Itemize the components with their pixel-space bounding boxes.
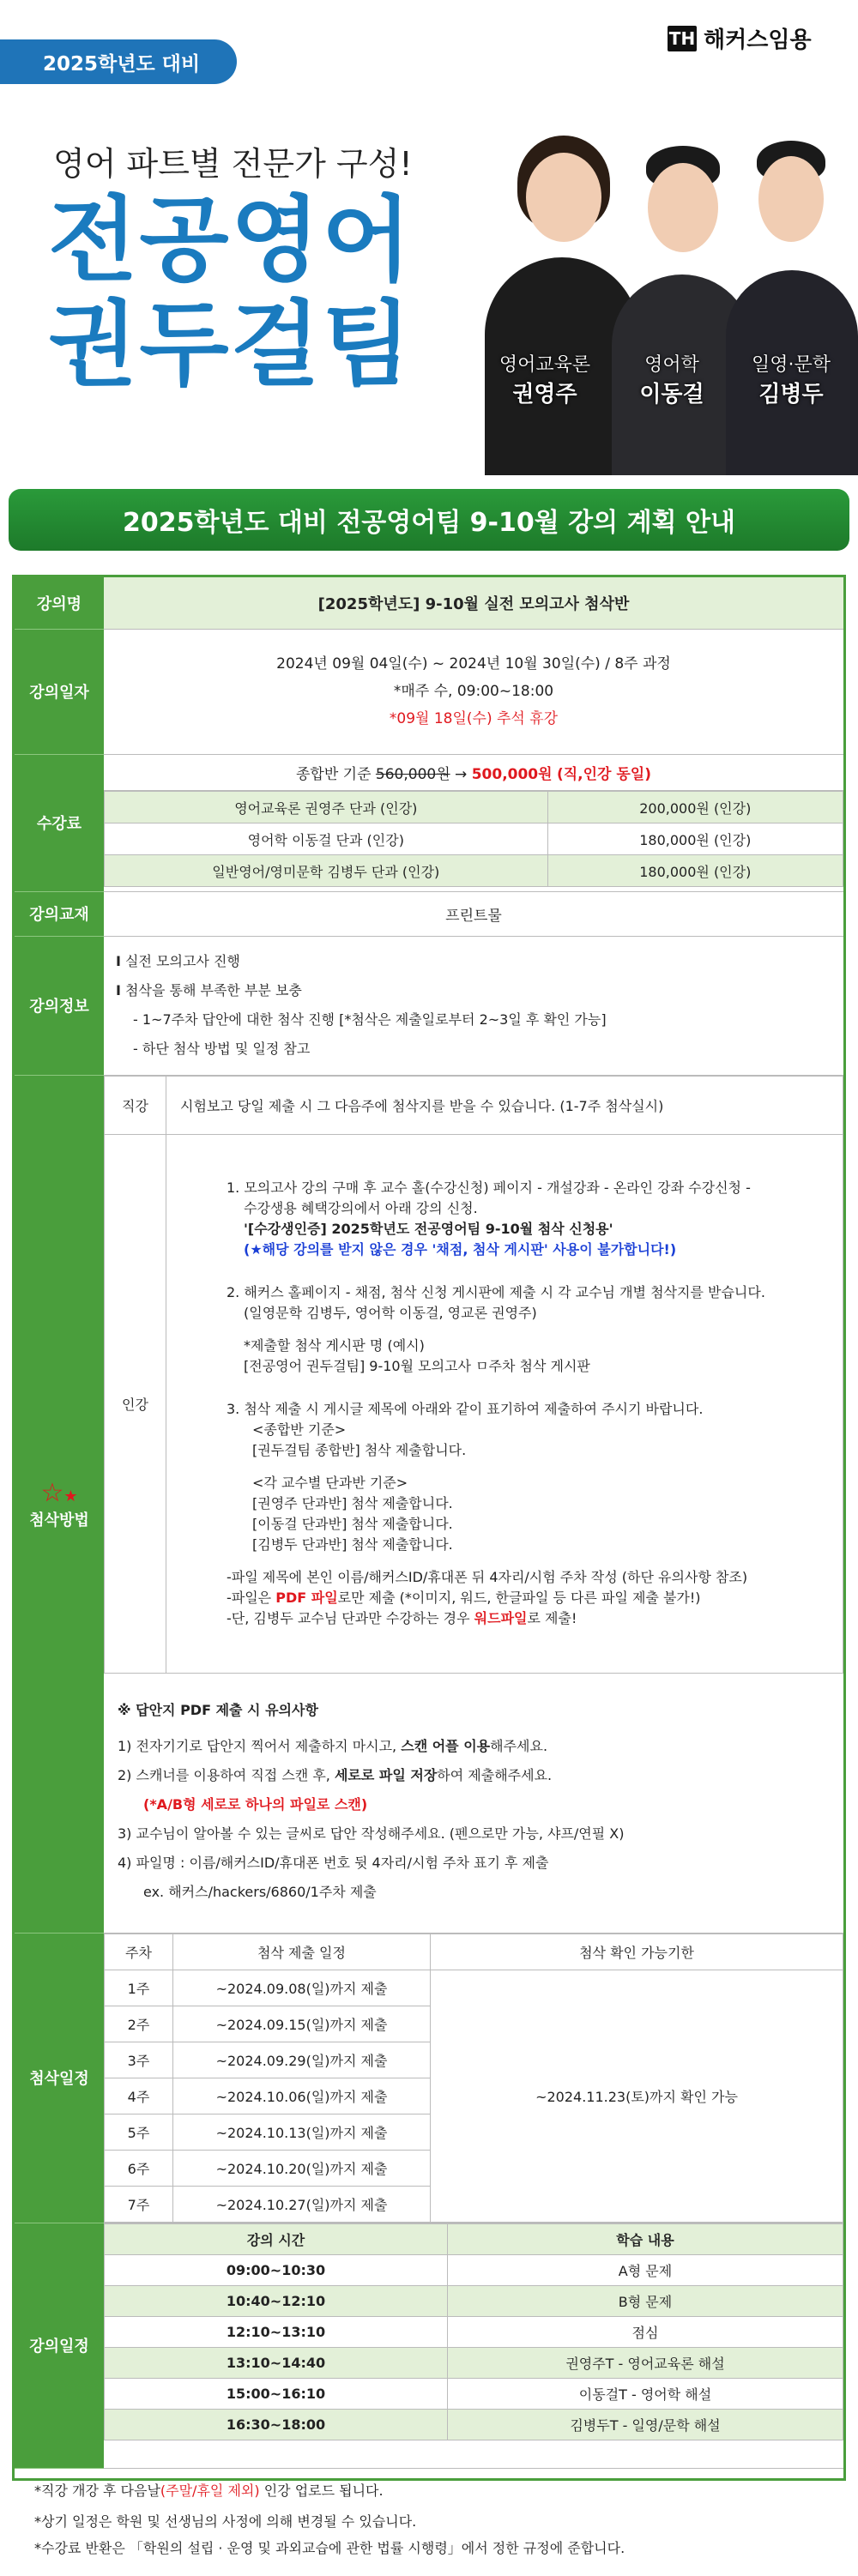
schedule-date: ~2024.10.27(일)까지 제출 (173, 2186, 431, 2222)
schedule-week: 6주 (105, 2150, 173, 2186)
method-direct-label: 직강 (105, 1076, 166, 1134)
instructor-photo-kim (721, 120, 858, 475)
online-step: [김병두 단과반] 첨삭 제출합니다. (252, 1536, 453, 1553)
timetable-time: 10:40~12:10 (105, 2285, 448, 2316)
pdf-notice-item: 1) 전자기기로 답안지 찍어서 제출하지 마시고, 스캔 어플 이용해주세요. (118, 1737, 548, 1754)
timetable-time: 09:00~10:30 (105, 2254, 448, 2285)
timetable-content: A형 문제 (448, 2254, 843, 2285)
schedule-row (105, 1970, 843, 2006)
schedule-header-confirm: 첨삭 확인 가능기한 (431, 1934, 843, 1970)
fee-row (105, 792, 843, 823)
year-tab: 2025학년도 대비 (0, 39, 237, 84)
online-step: [이동걸 단과반] 첨삭 제출합니다. (252, 1516, 453, 1532)
online-step: *제출할 첨삭 게시판 명 (예시) (244, 1337, 425, 1354)
fee-table (104, 791, 843, 887)
online-step: -파일 제목에 본인 이름/해커스ID/휴대폰 뒤 4자리/시험 주차 작성 (하단 유의사항 참조) (227, 1569, 748, 1585)
instructor-name: 김병두 (758, 382, 824, 407)
row-label-method (15, 1075, 104, 1933)
course-date-cell (104, 629, 843, 754)
logo-mark-icon: TH (668, 26, 697, 51)
instructor-role: 영어학 (644, 354, 699, 376)
schedule-confirm: ~2024.11.23(토)까지 확인 가능 (431, 1970, 843, 2222)
info-cell (104, 936, 843, 1075)
pdf-notice-title: ※ 답안지 PDF 제출 시 유의사항 (118, 1701, 318, 1718)
pdf-notice-item: ex. 해커스/hackers/6860/1주차 제출 (143, 1883, 377, 1900)
schedule-date: ~2024.09.15(일)까지 제출 (173, 2006, 431, 2042)
online-step: <각 교수별 단과반 기준> (252, 1475, 408, 1491)
fee-item-price: 180,000원 (인강) (547, 823, 843, 855)
row-label-schedule: 첨삭일정 (15, 1933, 104, 2223)
timetable-row (105, 2347, 843, 2378)
online-step: (일영문학 김병두, 영어학 이동걸, 영교론 권영주) (244, 1305, 537, 1321)
fee-note: (직,인강 동일) (556, 766, 651, 783)
fee-cell (104, 754, 843, 891)
info-line: - 하단 첨삭 방법 및 일정 참고 (133, 1041, 311, 1057)
method-cell (104, 1075, 843, 1933)
timetable-row (105, 2316, 843, 2347)
online-step: 2. 해커스 홀페이지 - 채점, 첨삭 신청 게시판에 제출 시 각 교수님 개별 첨삭지를 받습니다. (227, 1284, 765, 1300)
online-step: <종합반 기준> (252, 1421, 347, 1438)
timetable-content: 점심 (448, 2316, 843, 2347)
fee-summary (104, 758, 843, 791)
instructor-name: 권영주 (512, 382, 577, 407)
fee-item-price: 200,000원 (인강) (547, 792, 843, 823)
logo-text: 해커스임용 (704, 27, 812, 53)
method-table (104, 1076, 843, 1674)
timetable-table (104, 2223, 843, 2440)
hero-section (0, 0, 858, 475)
course-date-holiday: *09월 18일(수) 추석 휴강 (389, 710, 559, 727)
fee-new-price: 500,000원 (471, 766, 553, 783)
online-step: [권두걸팀 종합반] 첨삭 제출합니다. (252, 1442, 467, 1458)
timetable-header-time: 강의 시간 (105, 2223, 448, 2254)
schedule-cell (104, 1933, 843, 2223)
fee-old-price: 560,000원 (375, 766, 450, 783)
course-name-value: [2025학년도] 9-10월 실전 모의고사 첨삭반 (104, 577, 843, 629)
schedule-week: 1주 (105, 1970, 173, 2006)
pdf-notice-item: 4) 파일명 : 이름/해커스ID/휴대폰 번호 뒷 4자리/시험 주차 표기 후 제출 (118, 1854, 549, 1871)
online-step: 1. 모의고사 강의 구매 후 교수 홀(수강신청) 페이지 - 개설강좌 - 온라인 강좌 수강신청 - (227, 1179, 751, 1196)
star-icon: ☆★ (40, 1477, 78, 1508)
instructor-label-kim (740, 350, 843, 408)
fee-row (105, 823, 843, 855)
row-label-material: 강의교재 (15, 891, 104, 936)
schedule-week: 2주 (105, 2006, 173, 2042)
pdf-notice (104, 1674, 843, 1929)
fee-arrow: → (455, 766, 468, 783)
timetable-header-content: 학습 내용 (448, 2223, 843, 2254)
fee-item-name: 영어교육론 권영주 단과 (인강) (105, 792, 548, 823)
timetable-cell (104, 2223, 843, 2468)
hero-title-line2: 권두걸팀 (48, 292, 414, 399)
schedule-date: ~2024.10.06(일)까지 제출 (173, 2078, 431, 2114)
schedule-date: ~2024.10.20(일)까지 제출 (173, 2150, 431, 2186)
online-step: '[수강생인증] 2025학년도 전공영어팀 9-10월 첨삭 신청용' (244, 1221, 613, 1237)
course-date-range: 2024년 09월 04일(수) ~ 2024년 10월 30일(수) / 8주 과정 (276, 655, 671, 673)
info-line: - 1~7주차 답안에 대한 첨삭 진행 [*첨삭은 제출일로부터 2~3일 후 확인 가능] (133, 1011, 607, 1028)
timetable-time: 15:00~16:10 (105, 2378, 448, 2409)
instructor-name: 이동걸 (639, 382, 704, 407)
schedule-week: 4주 (105, 2078, 173, 2114)
timetable-row (105, 2409, 843, 2440)
method-direct-text: 시험보고 당일 제출 시 그 다음주에 첨삭지를 받을 수 있습니다. (1-7주 첨삭실시) (166, 1076, 843, 1134)
row-label-course-name: 강의명 (15, 577, 104, 629)
schedule-week: 5주 (105, 2114, 173, 2150)
timetable-content: B형 문제 (448, 2285, 843, 2316)
footer-note-refund: *수강료 반환은 「학원의 설립 · 운영 및 과외교습에 관한 법률 시행령」에서 정한 규정에 준합니다. (34, 2540, 625, 2556)
method-online-label: 인강 (105, 1134, 166, 1673)
online-step: [전공영어 권두걸팀] 9-10월 모의고사 ㅁ주차 첨삭 게시판 (244, 1358, 590, 1374)
timetable-content: 권영주T - 영어교육론 해설 (448, 2347, 843, 2378)
pdf-notice-item: 3) 교수님이 알아볼 수 있는 글씨로 답안 작성해주세요. (펜으로만 가능, 샤프/연필 X) (118, 1825, 625, 1842)
timetable-time: 13:10~14:40 (105, 2347, 448, 2378)
method-label-text: 첨삭방법 (29, 1511, 89, 1529)
schedule-table (104, 1934, 843, 2223)
online-step: [권영주 단과반] 첨삭 제출합니다. (252, 1495, 453, 1511)
timetable-time: 16:30~18:00 (105, 2409, 448, 2440)
schedule-header-date: 첨삭 제출 일정 (173, 1934, 431, 1970)
schedule-date: ~2024.10.13(일)까지 제출 (173, 2114, 431, 2150)
timetable-row (105, 2254, 843, 2285)
course-info-table (12, 575, 846, 2481)
online-step: (★해당 강의를 받지 않은 경우 '채점, 첨삭 게시판' 사용이 불가합니다!) (244, 1241, 677, 1258)
timetable-row (105, 2285, 843, 2316)
course-date-time: *매주 수, 09:00~18:00 (393, 683, 554, 700)
hackers-logo[interactable] (668, 22, 812, 54)
instructor-role: 일영·문학 (751, 354, 831, 376)
row-label-fee: 수강료 (15, 754, 104, 891)
fee-item-name: 일반영어/영미문학 김병두 단과 (인강) (105, 855, 548, 887)
info-line: I 첨삭을 통해 부족한 부분 보충 (116, 982, 302, 998)
instructor-label-lee (625, 350, 719, 408)
footer-notes (34, 2476, 416, 2537)
online-step: -파일은 PDF 파일로만 제출 (*이미지, 워드, 한글파일 등 다른 파일 제출 불가!) (227, 1590, 701, 1606)
schedule-week: 3주 (105, 2042, 173, 2078)
row-label-timetable: 강의일정 (15, 2223, 104, 2468)
hero-title-line1: 전공영어 (48, 187, 414, 294)
timetable-time: 12:10~13:10 (105, 2316, 448, 2347)
online-step: -단, 김병두 교수님 단과만 수강하는 경우 워드파일로 제출! (227, 1610, 577, 1626)
fee-item-price: 180,000원 (인강) (547, 855, 843, 887)
timetable-content: 김병두T - 일영/문학 해설 (448, 2409, 843, 2440)
footer-note: *직강 개강 후 다음날(주말/휴일 제외) 인강 업로드 됩니다. (34, 2482, 384, 2499)
online-step: 수강생용 혜택강의에서 아래 강의 신청. (244, 1200, 478, 1216)
method-online-text (166, 1134, 843, 1673)
row-label-course-date: 강의일자 (15, 629, 104, 754)
schedule-week: 7주 (105, 2186, 173, 2222)
hero-subtitle: 영어 파트별 전문가 구성! (53, 145, 413, 183)
instructor-label-kwon (493, 350, 596, 408)
material-value: 프린트물 (104, 891, 843, 936)
timetable-row (105, 2378, 843, 2409)
fee-item-name: 영어학 이동걸 단과 (인강) (105, 823, 548, 855)
pdf-notice-item: (*A/B형 세로로 하나의 파일로 스캔) (143, 1795, 368, 1813)
timetable-content: 이동걸T - 영어학 해설 (448, 2378, 843, 2409)
schedule-date: ~2024.09.29(일)까지 제출 (173, 2042, 431, 2078)
hero-title (48, 189, 413, 398)
pdf-notice-item: 2) 스캐너를 이용하여 직접 스캔 후, 세로로 파일 저장하여 제출해주세요. (118, 1766, 553, 1783)
footer-note: *상기 일정은 학원 및 선생님의 사정에 의해 변경될 수 있습니다. (34, 2513, 417, 2530)
online-step: 3. 첨삭 제출 시 게시글 제목에 아래와 같이 표기하여 제출하여 주시기 바랍니다. (227, 1401, 704, 1417)
row-label-info: 강의정보 (15, 936, 104, 1075)
section-banner: 2025학년도 대비 전공영어팀 9-10월 강의 계획 안내 (9, 489, 849, 551)
info-line: I 실전 모의고사 진행 (116, 953, 240, 969)
fee-prefix: 종합반 기준 (295, 766, 372, 783)
instructor-role: 영어교육론 (498, 354, 591, 376)
schedule-header-week: 주차 (105, 1934, 173, 1970)
fee-row (105, 855, 843, 887)
schedule-date: ~2024.09.08(일)까지 제출 (173, 1970, 431, 2006)
